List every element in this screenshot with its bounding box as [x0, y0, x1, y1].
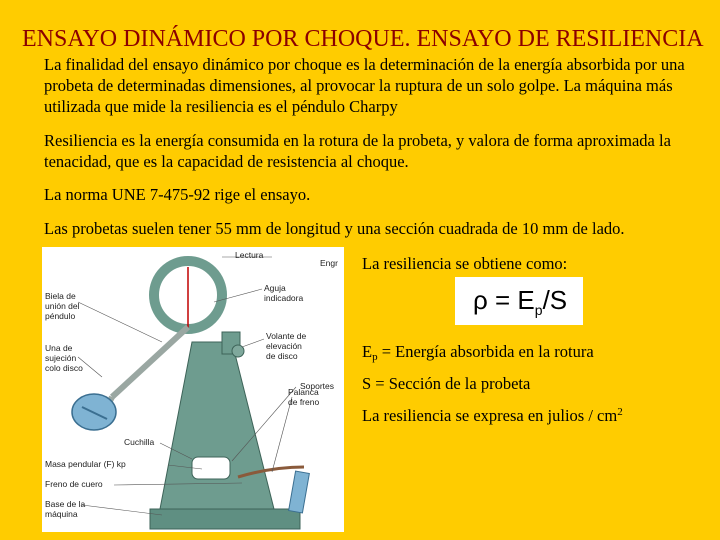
- label-aguja: Aguja indicadora: [264, 283, 304, 303]
- paragraph-standard: La norma UNE 7-475-92 rige el ensayo.: [44, 185, 311, 204]
- slide-title: ENSAYO DINÁMICO POR CHOQUE. ENSAYO DE RESILIENCIA: [22, 26, 704, 52]
- label-freno: Freno de cuero: [45, 479, 103, 489]
- energy-definition: $E_p$ = Energía absorbida en la rotura: [362, 342, 594, 363]
- label-una: Una de sujeción colo disco: [45, 343, 83, 373]
- label-biela: Biela de unión del péndulo: [45, 291, 80, 321]
- resilience-formula-box: [455, 277, 583, 325]
- paragraph-purpose: La finalidad del ensayo dinámico por choque es la determinación de la energía absorbida por una probeta de determinadas dimensiones, al provocar la ruptura de un solo golpe. La máquina más utilizada que mide la resiliencia es el péndulo Charpy: [44, 55, 685, 116]
- label-lectura: Lectura: [235, 250, 264, 260]
- label-masa: Masa pendular (F) kp: [45, 459, 126, 469]
- label-volante: Volante de elevación de disco: [266, 331, 307, 361]
- resilience-formula: $\rho = E_p/S$: [473, 285, 568, 319]
- label-engr: Engr: [320, 258, 338, 268]
- machine-base-shape: [150, 509, 300, 529]
- units-statement: La resiliencia se expresa en julios / $cm^2$: [362, 406, 623, 425]
- specimen-support-gap: [192, 457, 230, 479]
- label-soportes: Soportes: [300, 381, 335, 391]
- pendulum-arm-shape: [112, 327, 188, 397]
- paragraph-specimen: Las probetas suelen tener 55 mm de longitud y una sección cuadrada de 10 mm de lado.: [44, 219, 625, 238]
- resilience-intro: La resiliencia se obtiene como:: [362, 254, 568, 273]
- label-palanca: Palanca de freno: [288, 387, 320, 407]
- charpy-pendulum-diagram: [42, 247, 344, 532]
- label-cuchilla: Cuchilla: [124, 437, 155, 447]
- section-definition: S = Sección de la probeta: [362, 374, 531, 393]
- paragraph-definition: Resiliencia es la energía consumida en la rotura de la probeta, y valora de forma aproximada la tenacidad, que es la capacidad de resistencia al choque.: [44, 131, 671, 171]
- label-base: Base de la máquina: [45, 499, 86, 519]
